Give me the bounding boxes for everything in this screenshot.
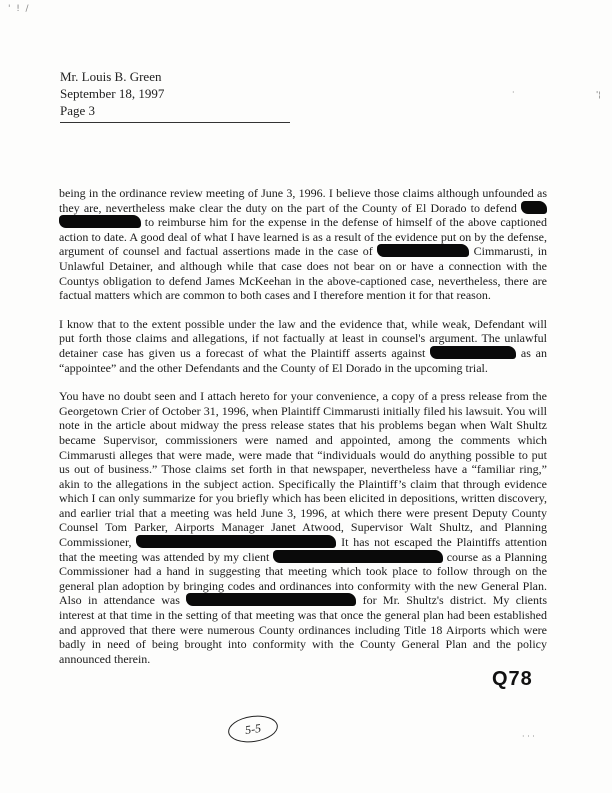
page-number: Page 3	[60, 103, 96, 118]
paragraph-1-text-a: being in the ordinance review meeting of June 3, 1996. I believe those claims although unfounded as they are, nevertheless make clear the duty on the part of the County of El Dorado to defend	[59, 186, 547, 215]
letter-header	[60, 68, 164, 119]
paragraph-3-text-d: for Mr. Shultz's district. My clients interest at that time in the setting of that meeting was that once the general plan had been established and approved that there were numerous County ordinances including Title 18 Airports which were badly in need of being brought into conformity with the County General Plan and the policy announced therein.	[59, 593, 548, 666]
paragraph-3-text-a: You have no doubt seen and I attach hereto for your convenience, a copy of a press release from the Georgetown Crier of October 31, 1996, when Plaintiff Cimmarusti initially filed his lawsuit. You will note in the article about midway the press release states that his problems began when Walt Shultz became Supervisor, commissioners were named and appointed, among the comments which Cimmarusti alleges that were made, were made that “individuals would do anything possible to put us out of business.” Those claims set forth in that newspaper, nevertheless have a “familiar ring,” akin to the allegations in the subject action. Specifically the Plaintiff’s claim that through evidence which I can only summarize for you briefly which has been elicited in depositions, written discovery, and earlier trial that a meeting was held June 3, 1996, at which there were present Deputy County Counsel Tom Parker, Airports Manager Janet Atwood, Supervisor Walt Shultz, and Planning Commissioner,	[59, 389, 547, 550]
scan-speck: '¦	[596, 90, 601, 99]
redaction-bar	[377, 244, 469, 257]
redaction-bar	[430, 346, 516, 359]
page-code-stamp: Q78	[492, 668, 533, 690]
circled-page-number: 5-5	[226, 713, 279, 746]
letter-body	[59, 186, 547, 680]
redaction-bar	[521, 201, 547, 214]
header-divider	[60, 122, 290, 123]
paragraph-3-text-b: It has not escaped the Plaintiffs attention that the meeting was attended by my client	[59, 535, 548, 564]
paragraph-1-text-b: to reimburse him for the expense in the defense of himself of the above captioned action to date. A good deal of what I have learned is as a result of the evidence put on by the defense, argument of counsel and factual assertions made in the case of	[59, 215, 548, 259]
scan-marks: ' ! /	[8, 4, 29, 14]
paragraph-1-text-c: Cimmarusti, in Unlawful Detainer, and although while that case does not bear on or have a connection with the Countys obligation to defend James McKeehan in the above-captioned case, nevertheless, there are factual matters which are common to both cases and I therefore mention it for that reason.	[59, 244, 548, 303]
scan-speck: ·	[512, 88, 515, 97]
redaction-bar	[136, 535, 336, 548]
redaction-bar	[59, 215, 141, 228]
paragraph-2-text-a: I know that to the extent possible under the law and the evidence that, while weak, Defendant will put forth those claims and allegations, if not factually at least in counsel's argument. The unlawful detainer case has given us a forecast of what the Plaintiff asserts against	[59, 316, 547, 360]
scan-speck: · · ·	[522, 732, 535, 741]
paragraph-3	[59, 389, 547, 666]
redaction-bar	[186, 593, 356, 606]
paragraph-1	[59, 186, 547, 303]
recipient-name: Mr. Louis B. Green	[60, 69, 162, 84]
letter-date: September 18, 1997	[60, 86, 165, 101]
paragraph-3-text-c: course as a Planning Commissioner had a hand in suggesting that meeting which took place to follow through on the general plan adoption by bringing codes and ordinances into conformity with the new General Plan. Also in attendance was	[59, 549, 548, 608]
paragraph-2	[59, 317, 547, 375]
redaction-bar	[273, 550, 443, 563]
paragraph-2-text-b: as an “appointee” and the other Defendants and the County of El Dorado in the upcoming trial.	[59, 345, 548, 375]
